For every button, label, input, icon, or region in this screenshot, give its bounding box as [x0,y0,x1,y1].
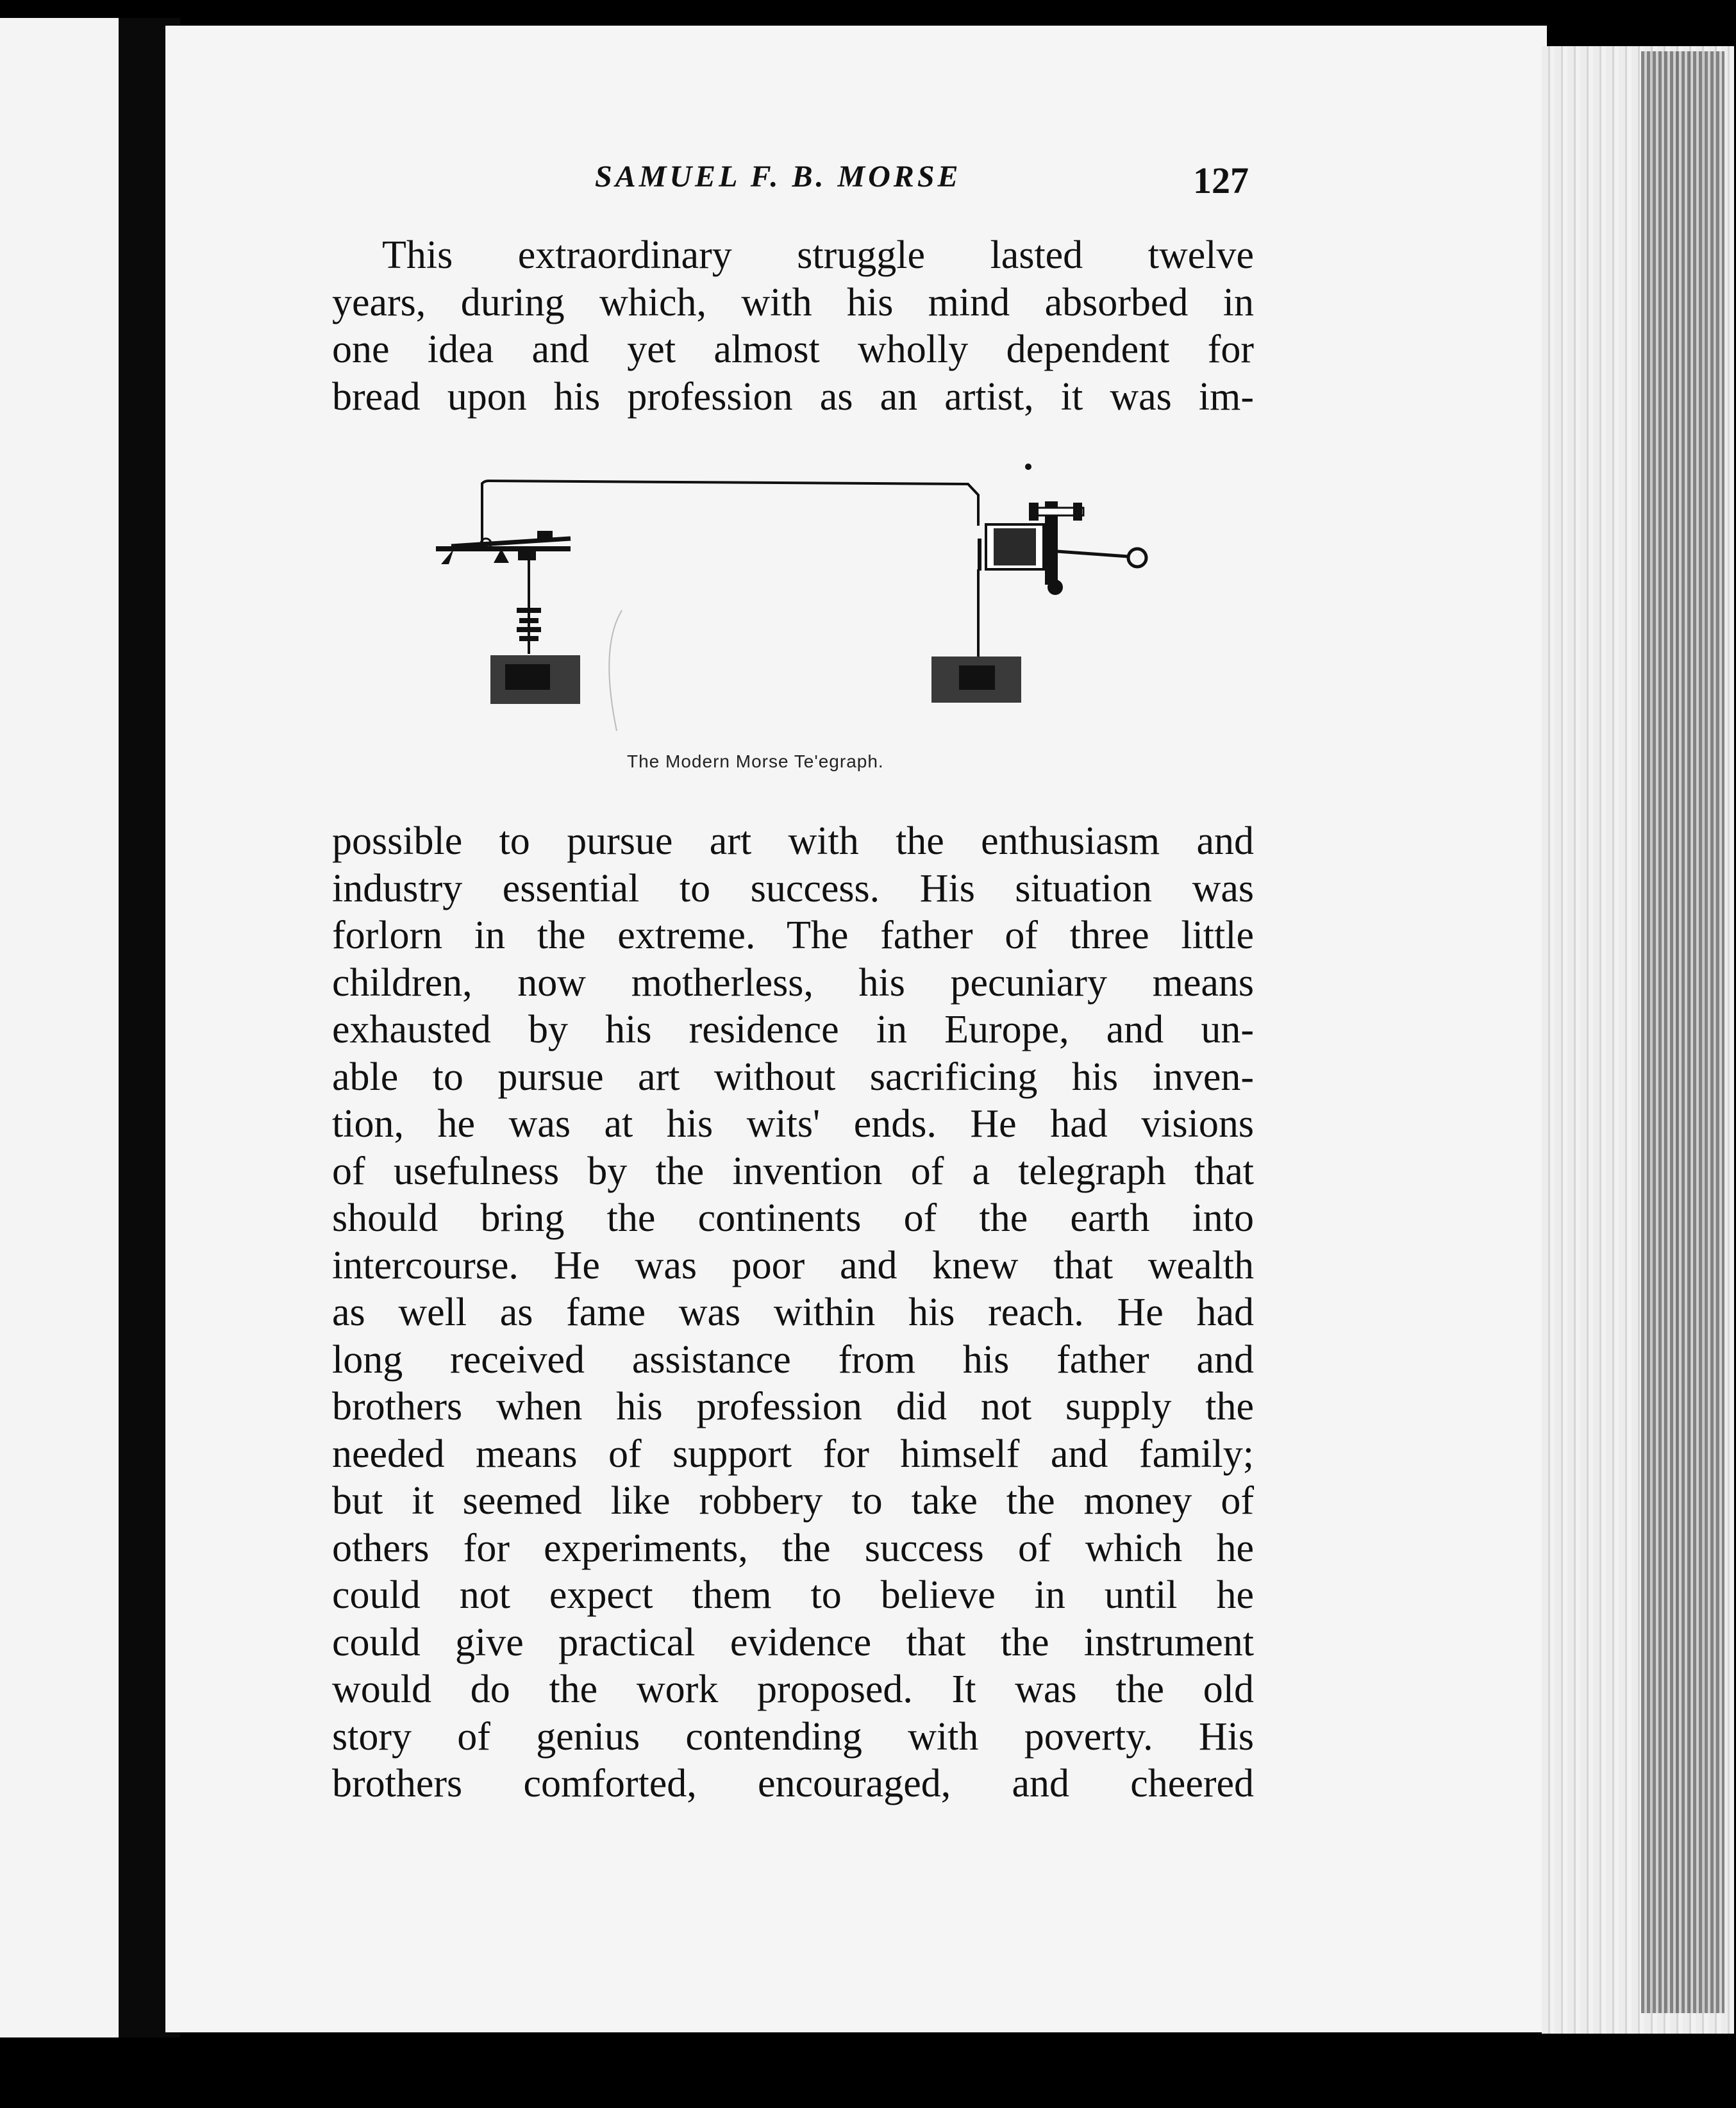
text-line: intercourse. He was poor and knew that wealth [332,1243,1254,1287]
text-line: forlorn in the extreme. The father of three little [332,914,1254,957]
paper-fold-mark [609,610,622,731]
library-stamp-edge [1641,51,1724,2013]
text-line: could not expect them to believe in until he [332,1573,1254,1617]
text-line: exhausted by his residence in Europe, and un- [332,1008,1254,1051]
text-line: as well as fame was within his reach. He had [332,1291,1254,1334]
running-head-title: SAMUEL F. B. MORSE [595,160,962,194]
text-line: needed means of support for himself and family; [332,1432,1254,1476]
text-line: This extraordinary struggle lasted twelve [382,233,1254,277]
text-line: should bring the continents of the earth into [332,1196,1254,1240]
receiver-sounder [978,501,1146,657]
text-line: able to pursue art without sacrificing his inven- [332,1055,1254,1099]
scan-background [0,2039,1736,2108]
text-line: brothers comforted, encouraged, and cheered [332,1762,1254,1805]
ground-plate-left [490,655,580,704]
page-number: 127 [1193,160,1249,201]
text-line: one idea and yet almost wholly dependent for [332,328,1254,371]
telegraph-diagram [430,462,1167,731]
telegraph-illustration [430,462,1167,731]
text-line: possible to pursue art with the enthusiasm and [332,819,1254,863]
text-line: tion, he was at his wits' ends. He had visions [332,1102,1254,1146]
text-line: long received assistance from his father and [332,1337,1254,1382]
paragraph-bottom [332,818,1254,1808]
telegraph-key [436,531,571,654]
running-head [595,159,1249,210]
ink-dot [1025,464,1031,470]
text-line: could give practical evidence that the instrument [332,1620,1254,1664]
ground-plate-right [931,657,1021,703]
text-line: of usefulness by the invention of a telegraph that [332,1149,1254,1193]
overhead-wire [482,481,978,546]
text-line: but it seemed like robbery to take the money of [332,1479,1254,1523]
text-line: others for experiments, the success of which he [332,1526,1254,1570]
text-line: would do the work proposed. It was the old [332,1668,1254,1711]
text-line: industry essential to success. His situation was [332,866,1254,910]
text-line: years, during which, with his mind absorbed in [332,280,1254,324]
paragraph-top [332,232,1254,421]
text-line: children, now motherless, his pecuniary means [332,960,1254,1005]
figure-caption: The Modern Morse Te'egraph. [627,751,884,771]
text-line: story of genius contending with poverty. His [332,1714,1254,1759]
text-line: bread upon his profession as an artist, it was im- [332,374,1254,419]
text-line: brothers when his profession did not supply the [332,1385,1254,1428]
